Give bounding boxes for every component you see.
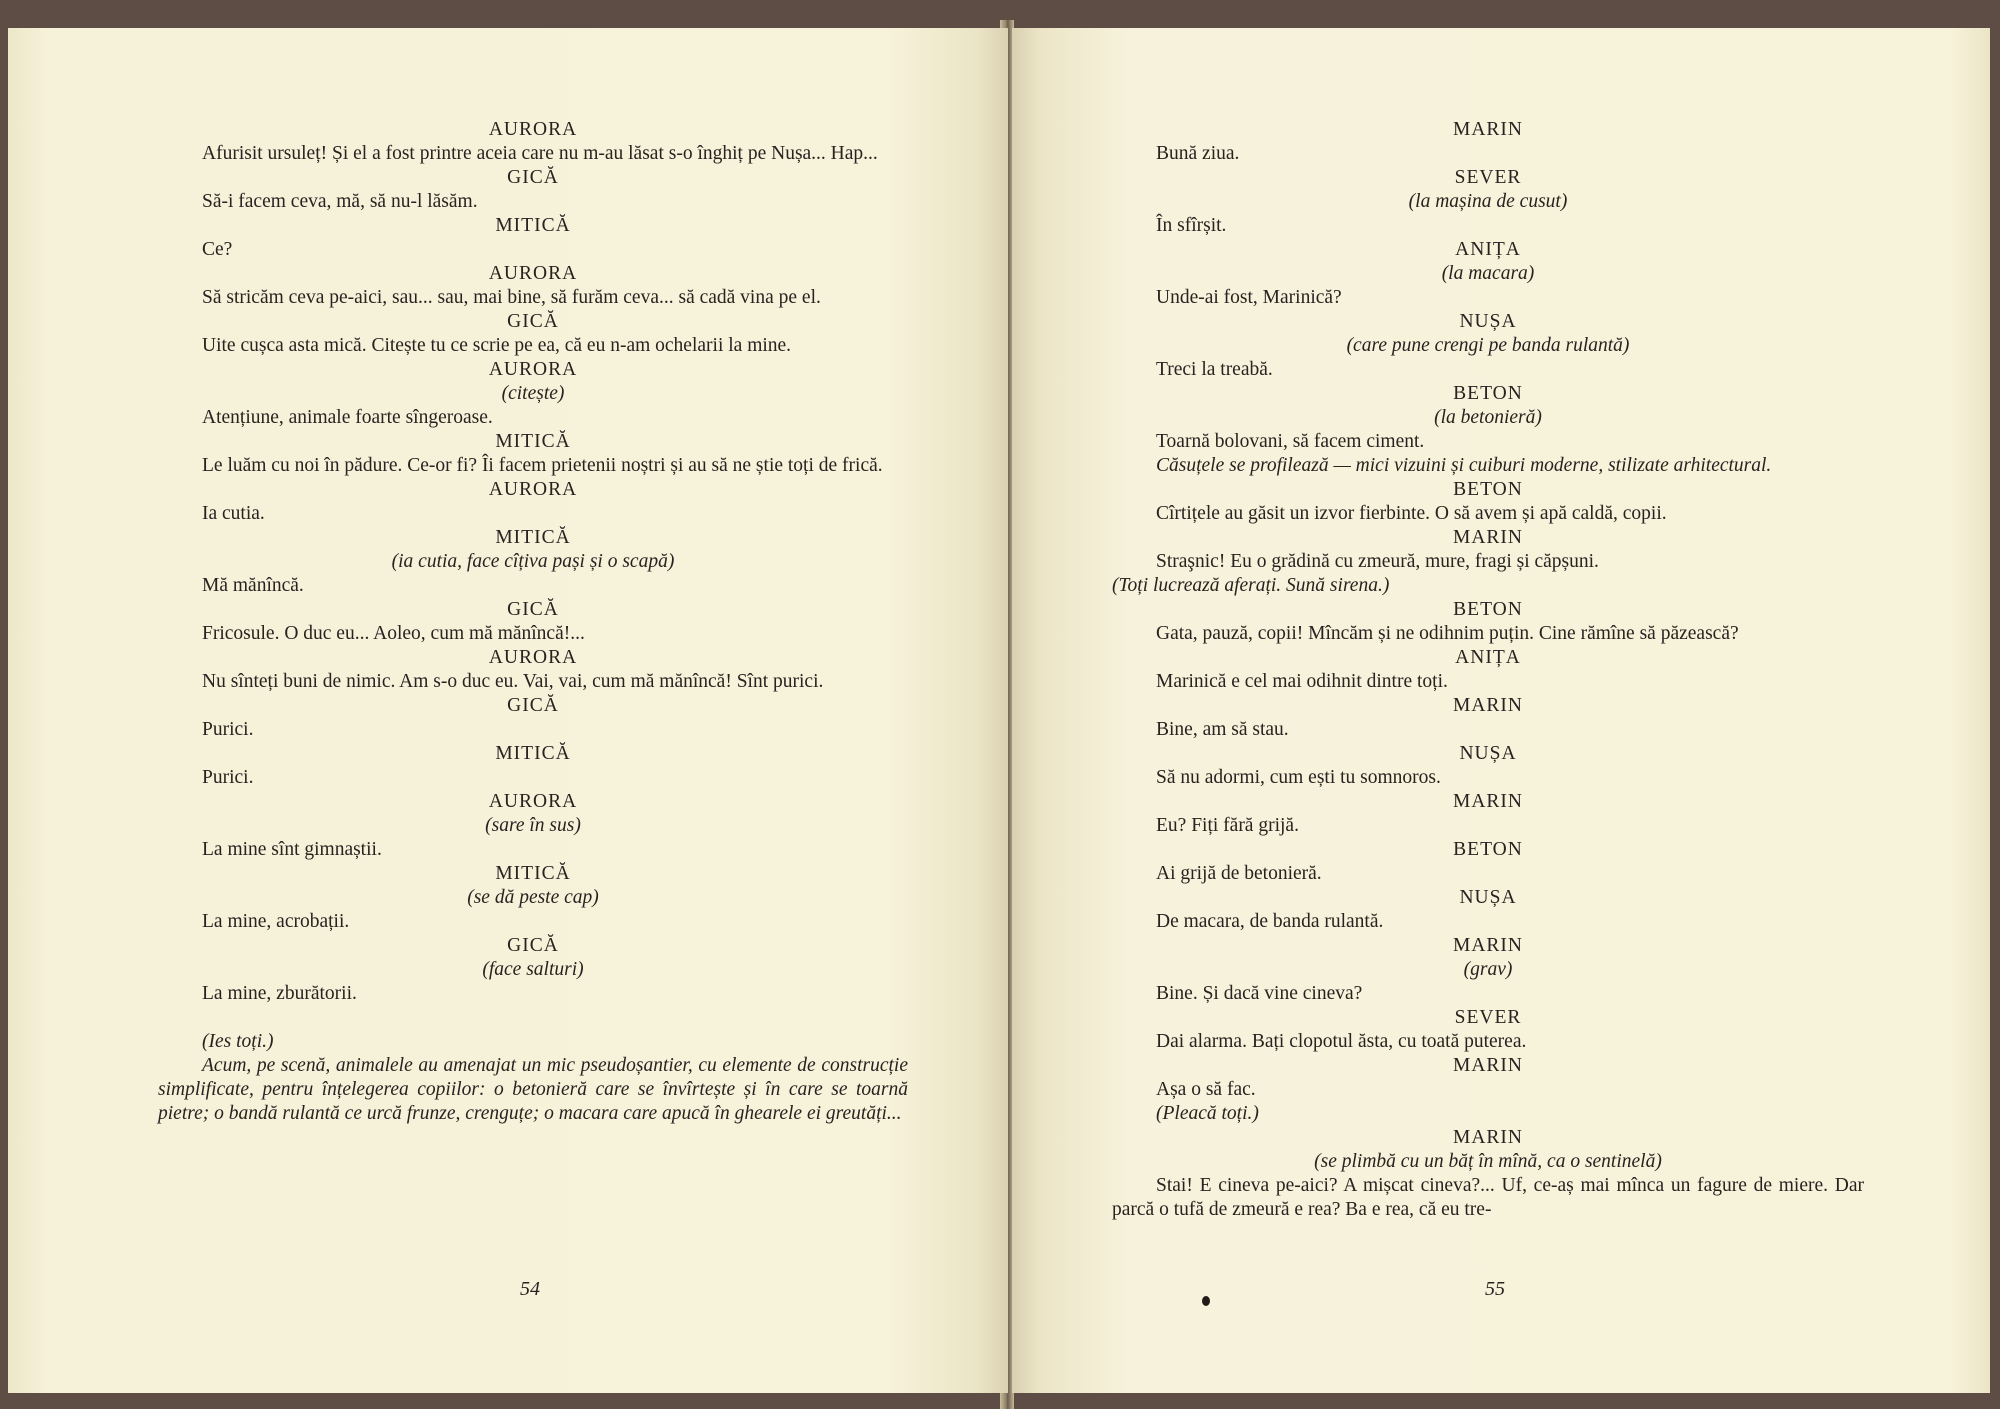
stage-direction: (Toți lucrează aferați. Sună sirena.) bbox=[1112, 575, 1390, 596]
stage-direction: (Pleacă toți.) bbox=[1156, 1103, 1259, 1124]
stage-direction: (citește) bbox=[501, 383, 565, 404]
stage-direction: (ia cutia, face cîțiva pași și o scapă) bbox=[391, 551, 675, 572]
stage-direction: (la mașina de cusut) bbox=[1408, 191, 1568, 212]
dialogue-line: La mine, acrobații. bbox=[202, 911, 350, 932]
dialogue-line: Bună ziua. bbox=[1156, 143, 1240, 164]
dialogue-line: Dai alarma. Bați clopotul ăsta, cu toată puterea. bbox=[1156, 1031, 1527, 1052]
dialogue-line: Gata, pauză, copii! Mîncăm și ne odihnim puțin. Cine rămîne să păzească? bbox=[1156, 623, 1739, 644]
dialogue-line: Eu? Fiți fără grijă. bbox=[1156, 815, 1299, 836]
dialogue-line: Afurisit ursuleț! Și el a fost printre aceia care nu m-au lăsat s-o înghiț pe Nușa... Hap... bbox=[202, 143, 878, 164]
speaker-name: MARIN bbox=[1452, 935, 1523, 956]
dialogue-line: Bine, am să stau. bbox=[1156, 719, 1289, 740]
right-page-text bbox=[1112, 118, 1864, 1222]
speaker-name: GICĂ bbox=[507, 695, 559, 716]
stage-direction: (la betonieră) bbox=[1434, 407, 1542, 428]
dialogue-line: La mine, zburătorii. bbox=[202, 983, 357, 1004]
page-number: 55 bbox=[1485, 1278, 1505, 1300]
dialogue-line: Ai grijă de betonieră. bbox=[1156, 863, 1322, 884]
page-number: 54 bbox=[520, 1278, 540, 1300]
stage-direction: Căsuțele se profilează — mici vizuini și cuiburi moderne, stilizate arhitectural. bbox=[1156, 455, 1772, 476]
speaker-name: NUȘA bbox=[1459, 887, 1517, 908]
left-page-text bbox=[158, 118, 908, 1126]
speaker-name: BETON bbox=[1453, 479, 1523, 500]
stage-direction: (se dă peste cap) bbox=[467, 887, 599, 908]
dialogue-line: Purici. bbox=[202, 719, 254, 740]
dialogue-line: Marinică e cel mai odihnit dintre toți. bbox=[1156, 671, 1448, 692]
stage-direction: (face salturi) bbox=[482, 959, 584, 980]
dialogue-line: Să stricăm ceva pe-aici, sau... sau, mai bine, să furăm ceva... să cadă vina pe el. bbox=[202, 287, 821, 308]
dialogue-line: Toarnă bolovani, să facem ciment. bbox=[1156, 431, 1425, 452]
dialogue-line: În sfîrșit. bbox=[1156, 215, 1227, 236]
speaker-name: AURORA bbox=[488, 359, 578, 380]
speaker-name: NUȘA bbox=[1459, 743, 1517, 764]
dialogue-line: Să nu adormi, cum ești tu somnoros. bbox=[1156, 767, 1441, 788]
speaker-name: SEVER bbox=[1454, 167, 1522, 188]
stage-direction: (sare în sus) bbox=[485, 815, 581, 836]
stage-direction: Acum, pe scenă, animalele au amenajat un mic pseudoșantier, cu elemente de construcție simplificate, pentru înțelegerea copiilor: o betonieră care se învîrtește și în care se toarnă pietre; o bandă rulantă ce urcă frunze, crenguțe; o macara care apucă în ghearele ei greutăți... bbox=[158, 1055, 908, 1124]
speaker-name: AURORA bbox=[488, 263, 578, 284]
dialogue-line: Mă mănîncă. bbox=[202, 575, 304, 596]
dialogue-line: La mine sînt gimnaștii. bbox=[202, 839, 382, 860]
ink-spot bbox=[1202, 1296, 1210, 1306]
speaker-name: MITICĂ bbox=[495, 215, 571, 236]
dialogue-line: Fricosule. O duc eu... Aoleo, cum mă mănîncă!... bbox=[202, 623, 585, 644]
dialogue-line: Cîrtițele au găsit un izvor fierbinte. O să avem și apă caldă, copii. bbox=[1156, 503, 1667, 524]
dialogue-line: Purici. bbox=[202, 767, 254, 788]
dialogue-line: Stai! E cineva pe-aici? A mișcat cineva?... Uf, ce-aș mai mînca un fagure de miere. Dar parcă o tufă de zmeură e rea? Ba e rea, că eu tre- bbox=[1112, 1175, 1864, 1220]
right-page bbox=[1012, 28, 1990, 1393]
dialogue-line: Ce? bbox=[202, 239, 233, 260]
dialogue-line: Unde-ai fost, Marinică? bbox=[1156, 287, 1342, 308]
speaker-name: NUȘA bbox=[1459, 311, 1517, 332]
speaker-name: BETON bbox=[1453, 599, 1523, 620]
dialogue-line: De macara, de banda rulantă. bbox=[1156, 911, 1384, 932]
speaker-name: GICĂ bbox=[507, 167, 559, 188]
stage-direction: (la macara) bbox=[1441, 263, 1535, 284]
dialogue-line: Nu sînteți buni de nimic. Am s-o duc eu. Vai, vai, cum mă mănîncă! Sînt purici. bbox=[202, 671, 824, 692]
stage-direction: (Ies toți.) bbox=[202, 1031, 274, 1052]
dialogue-line: Așa o să fac. bbox=[1156, 1079, 1256, 1100]
speaker-name: MITICĂ bbox=[495, 863, 571, 884]
dialogue-line: Straşnic! Eu o grădină cu zmeură, mure, fragi și căpșuni. bbox=[1156, 551, 1599, 572]
dialogue-line: Să-i facem ceva, mă, să nu-l lăsăm. bbox=[202, 191, 478, 212]
speaker-name: SEVER bbox=[1454, 1007, 1522, 1028]
speaker-name: MARIN bbox=[1452, 527, 1523, 548]
speaker-name: GICĂ bbox=[507, 935, 559, 956]
speaker-name: GICĂ bbox=[507, 311, 559, 332]
dialogue-line: Le luăm cu noi în pădure. Ce-or fi? Îi facem prietenii noștri și au să ne știe toți de frică. bbox=[202, 455, 883, 476]
speaker-name: ANIȚA bbox=[1455, 239, 1521, 260]
left-page bbox=[8, 28, 1008, 1393]
speaker-name: AURORA bbox=[488, 479, 578, 500]
speaker-name: MITICĂ bbox=[495, 431, 571, 452]
speaker-name: MARIN bbox=[1452, 1127, 1523, 1148]
stage-direction: (care pune crengi pe banda rulantă) bbox=[1346, 335, 1630, 356]
dialogue-line: Atențiune, animale foarte sîngeroase. bbox=[202, 407, 493, 428]
dialogue-line: Treci la treabă. bbox=[1156, 359, 1273, 380]
speaker-name: BETON bbox=[1453, 383, 1523, 404]
dialogue-line: Uite cușca asta mică. Citește tu ce scrie pe ea, că eu n-am ochelarii la mine. bbox=[202, 335, 792, 356]
speaker-name: AURORA bbox=[488, 791, 578, 812]
speaker-name: AURORA bbox=[488, 119, 578, 140]
speaker-name: AURORA bbox=[488, 647, 578, 668]
dialogue-line: Bine. Și dacă vine cineva? bbox=[1156, 983, 1363, 1004]
dialogue-line: Ia cutia. bbox=[202, 503, 265, 524]
speaker-name: BETON bbox=[1453, 839, 1523, 860]
speaker-name: MARIN bbox=[1452, 695, 1523, 716]
speaker-name: MARIN bbox=[1452, 791, 1523, 812]
speaker-name: MARIN bbox=[1452, 1055, 1523, 1076]
speaker-name: MITICĂ bbox=[495, 743, 571, 764]
speaker-name: ANIȚA bbox=[1455, 647, 1521, 668]
stage-direction: (grav) bbox=[1463, 959, 1513, 980]
speaker-name: MITICĂ bbox=[495, 527, 571, 548]
speaker-name: MARIN bbox=[1452, 119, 1523, 140]
stage-direction: (se plimbă cu un băț în mînă, ca o sentinelă) bbox=[1314, 1151, 1662, 1172]
speaker-name: GICĂ bbox=[507, 599, 559, 620]
